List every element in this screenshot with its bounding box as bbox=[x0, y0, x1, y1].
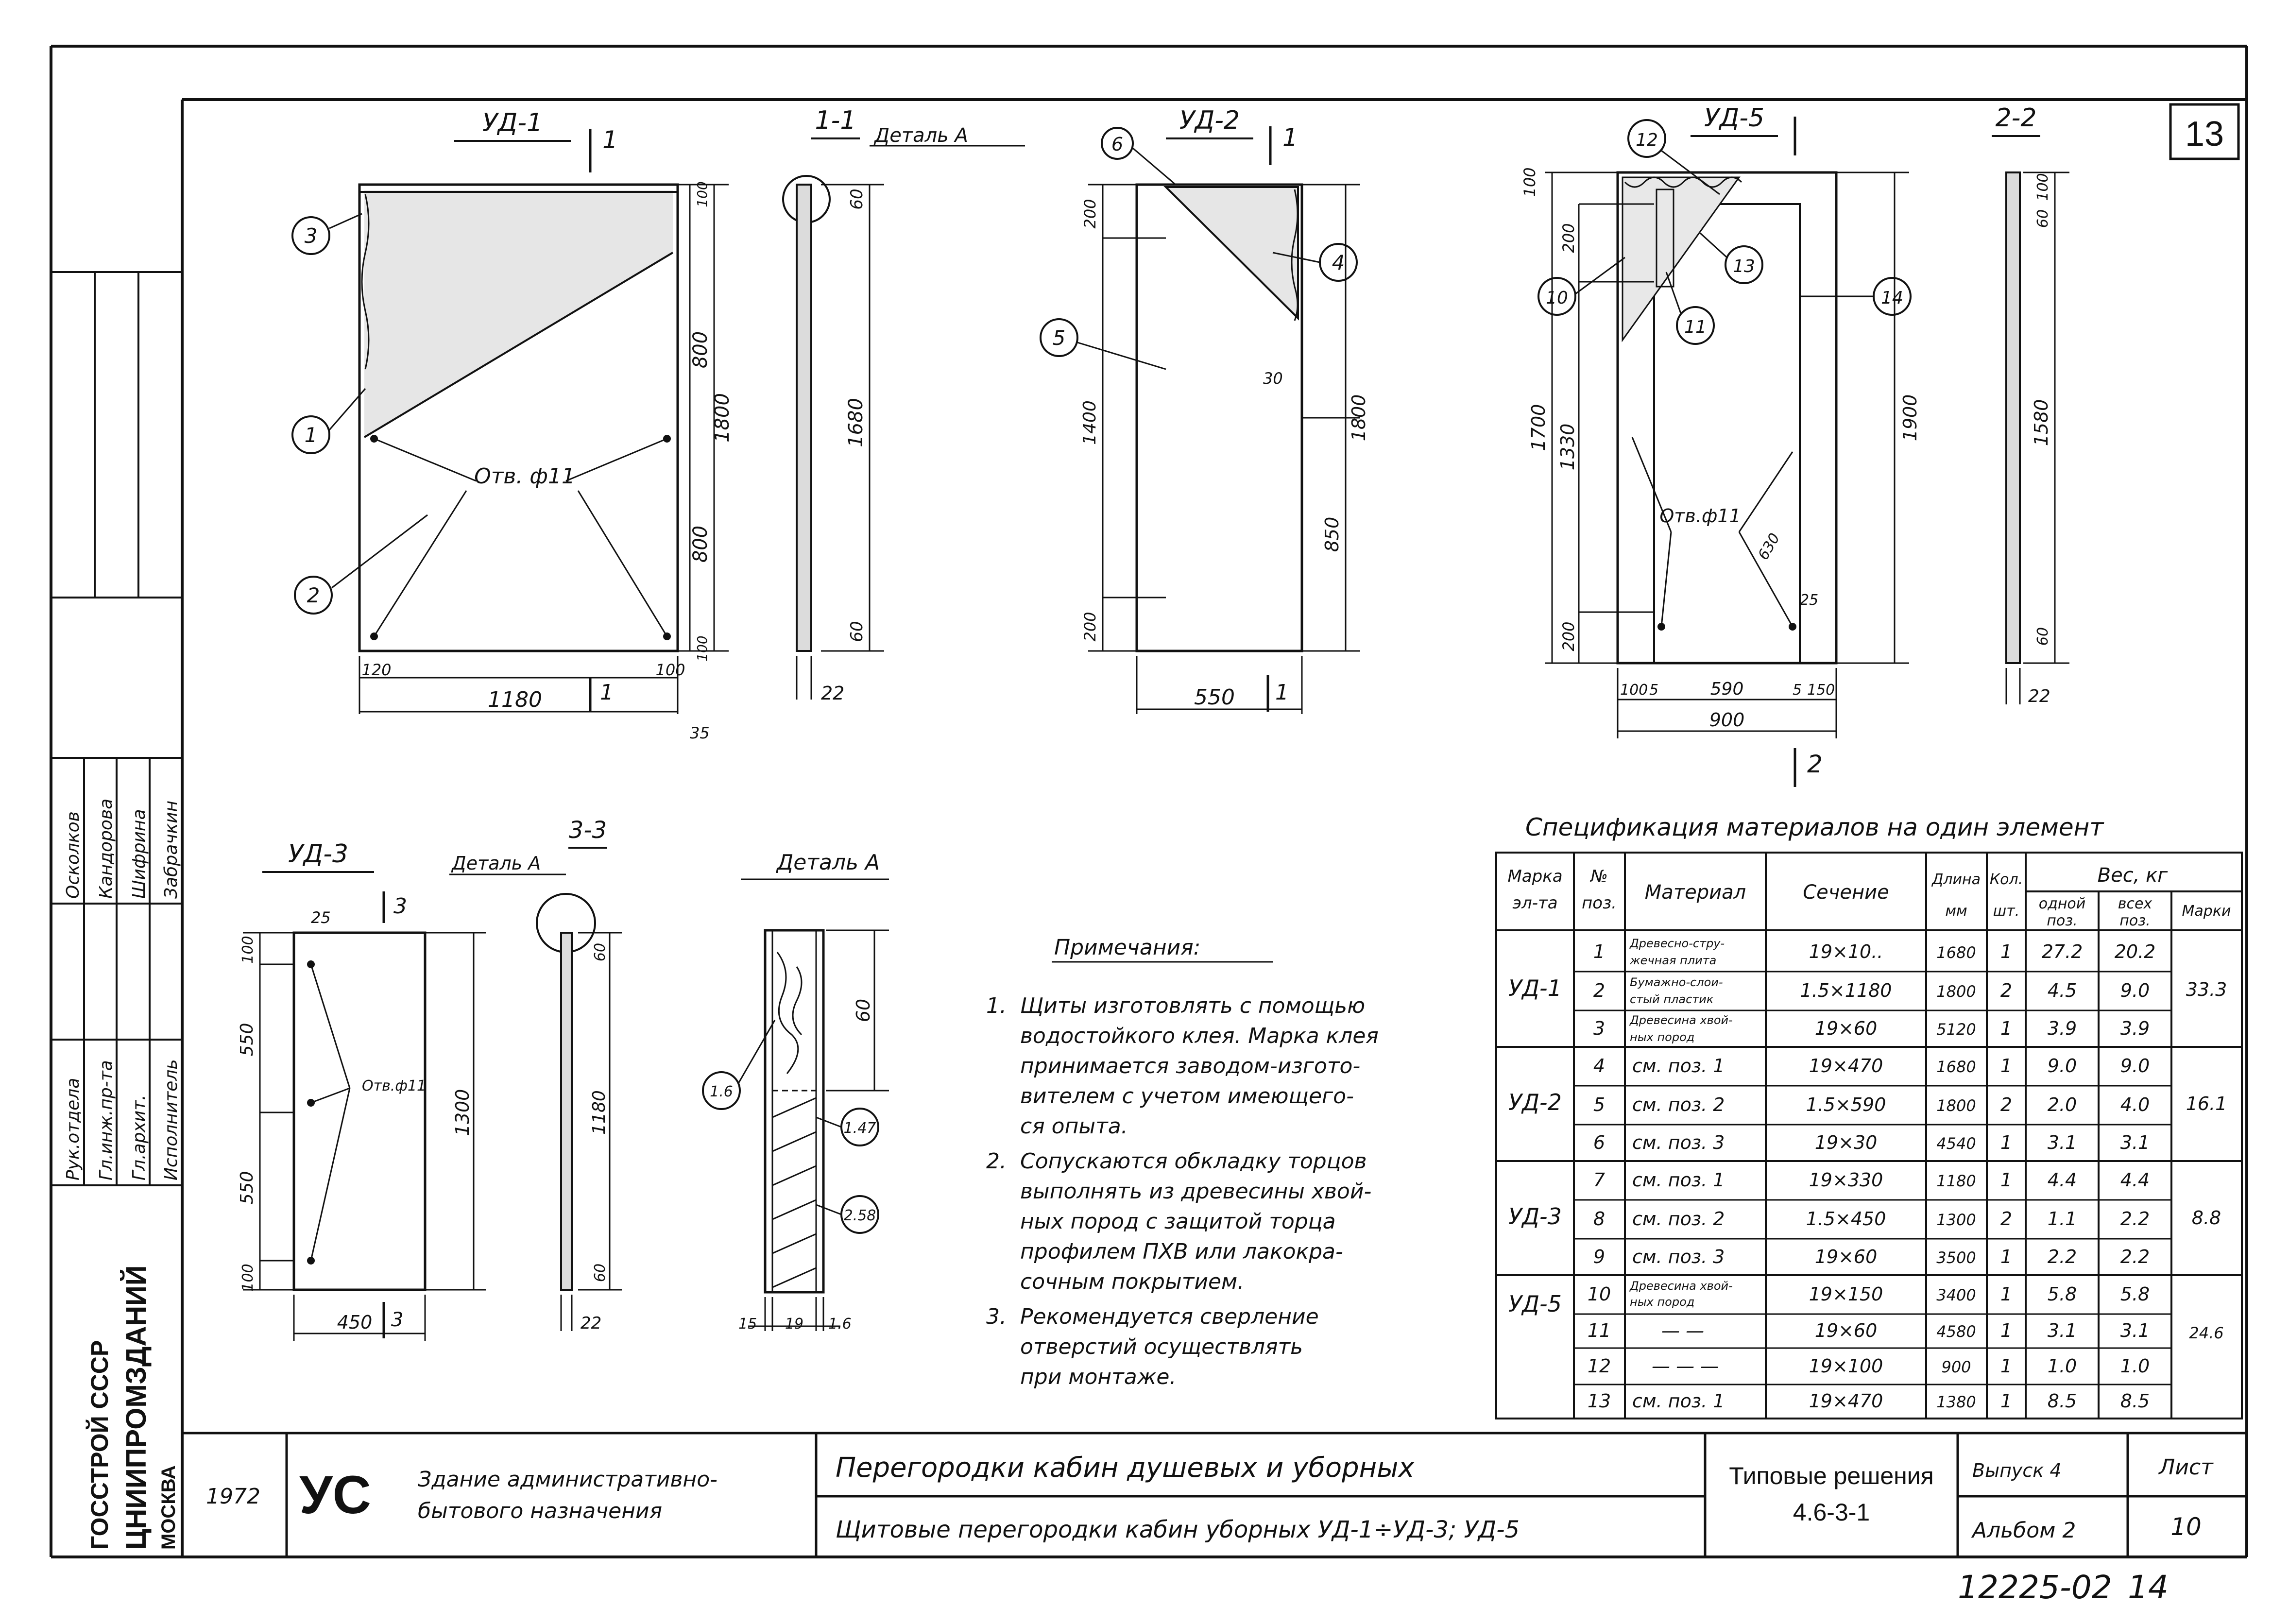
table-cell: 6 bbox=[1593, 1132, 1606, 1153]
table-cell: Древесина хвой- bbox=[1630, 1013, 1733, 1027]
tb-series-label: Типовые решения bbox=[1729, 1462, 1934, 1489]
table-row bbox=[1588, 1279, 2150, 1309]
table-cell: 1300 bbox=[1936, 1211, 1976, 1229]
table-cell: 4.4 bbox=[2120, 1169, 2150, 1191]
table-cell: 2 bbox=[1593, 980, 1606, 1001]
table-row bbox=[1593, 975, 2150, 1006]
table-cell: 3.1 bbox=[2047, 1132, 2077, 1153]
s11-dim-mid: 1680 bbox=[845, 398, 867, 447]
spec-hdr-qty-1: Кол. bbox=[1989, 871, 2023, 888]
spec-group-weight: 33.3 bbox=[2186, 979, 2227, 1000]
table-cell: 5 bbox=[1593, 1094, 1606, 1115]
note-1-line-2: водостойкого клея. Марка клея bbox=[1020, 1024, 1379, 1048]
ud1-pos-3: 3 bbox=[304, 224, 318, 248]
table-cell: 3.1 bbox=[2120, 1320, 2150, 1341]
table-cell: 27.2 bbox=[2041, 941, 2083, 962]
table-cell: 1.0 bbox=[2047, 1355, 2077, 1377]
table-cell: см. поз. 3 bbox=[1632, 1246, 1725, 1267]
ud2-pos-4: 4 bbox=[1332, 251, 1345, 274]
spec-group-ud2 bbox=[1508, 1055, 2227, 1153]
ud5-hole-label: Отв.ф11 bbox=[1659, 505, 1741, 527]
table-cell: 3.1 bbox=[2047, 1320, 2077, 1341]
ud5-dim-1700: 1700 bbox=[1528, 404, 1549, 451]
s22-dim-1580: 1580 bbox=[2031, 399, 2052, 446]
s22-dim-60-top: 60 bbox=[2034, 209, 2051, 228]
table-cell: 19×10.. bbox=[1809, 941, 1883, 962]
table-cell: 12 bbox=[1587, 1355, 1611, 1377]
tb-issue: Выпуск 4 bbox=[1972, 1460, 2062, 1481]
note-2-line-4: профилем ПХВ или лакокра- bbox=[1020, 1239, 1343, 1264]
tb-album: Альбом 2 bbox=[1972, 1518, 2076, 1543]
ud5-dim-590: 590 bbox=[1710, 679, 1744, 699]
ud1-dim-edge-l: 120 bbox=[361, 661, 392, 679]
detail-a-callout-3: 2.58 bbox=[843, 1207, 876, 1224]
detail-a-title: Деталь А bbox=[776, 850, 880, 875]
s33-title: 3-3 bbox=[568, 817, 607, 844]
table-cell: 19×470 bbox=[1809, 1055, 1883, 1077]
spec-hdr-weight-all-2: поз. bbox=[2119, 912, 2151, 929]
table-cell: 1.5×590 bbox=[1806, 1094, 1886, 1115]
table-cell: Древесно-стру- bbox=[1630, 937, 1725, 950]
footer-code: 12225-02 bbox=[1958, 1569, 2112, 1606]
table-cell: 9.0 bbox=[2120, 980, 2150, 1001]
spec-hdr-weight: Вес, кг bbox=[2097, 864, 2168, 887]
ud3-dim-100-bottom: 100 bbox=[239, 1264, 256, 1292]
s33-detail-label: Деталь А bbox=[452, 853, 541, 874]
spec-mark: УД-3 bbox=[1508, 1203, 1562, 1230]
table-cell: 10 bbox=[1587, 1283, 1611, 1305]
table-cell: 2 bbox=[2000, 1094, 2013, 1115]
ud5-dim-200: 200 bbox=[1559, 223, 1578, 253]
table-cell: 9.0 bbox=[2047, 1055, 2077, 1077]
ud1-hole-label: Отв. ф11 bbox=[474, 464, 575, 489]
table-cell: см. поз. 3 bbox=[1632, 1132, 1725, 1153]
stamp-name-3: Шифрина bbox=[129, 809, 149, 899]
ud2-title: УД-2 bbox=[1179, 106, 1240, 135]
table-cell: 1.0 bbox=[2120, 1355, 2150, 1377]
table-cell: 4 bbox=[1593, 1055, 1606, 1077]
spec-hdr-weight-all-1: всех bbox=[2118, 895, 2152, 912]
spec-hdr-weight-one-1: одной bbox=[2038, 895, 2086, 912]
table-cell: 1 bbox=[2000, 1018, 2013, 1039]
table-row bbox=[1593, 1094, 2150, 1115]
table-cell: 19×30 bbox=[1814, 1132, 1878, 1153]
spec-group-weight: 24.6 bbox=[2189, 1324, 2224, 1342]
s22-dim-60-bottom: 60 bbox=[2034, 627, 2051, 646]
table-cell: 19×330 bbox=[1809, 1169, 1883, 1191]
table-cell: 3500 bbox=[1936, 1248, 1976, 1267]
view-section-3-3 bbox=[449, 817, 622, 1333]
table-cell: 900 bbox=[1941, 1358, 1971, 1376]
table-cell: 2.0 bbox=[2047, 1094, 2077, 1115]
s11-dim-bottom: 60 bbox=[847, 621, 867, 642]
tb-year: 1972 bbox=[206, 1484, 260, 1509]
table-cell: см. поз. 1 bbox=[1632, 1390, 1725, 1412]
table-cell: 20.2 bbox=[2114, 941, 2156, 962]
stamp-role-3: Гл.архит. bbox=[129, 1094, 149, 1180]
spec-hdr-qty-2: шт. bbox=[1993, 903, 2020, 920]
table-cell: 19×60 bbox=[1814, 1246, 1878, 1267]
table-cell: 1380 bbox=[1936, 1393, 1976, 1411]
ud2-dim-1800: 1800 bbox=[1348, 394, 1369, 442]
ud3-dim-1300: 1300 bbox=[452, 1089, 473, 1136]
detail-a-dim-19: 19 bbox=[785, 1316, 804, 1333]
ud5-pos-10: 10 bbox=[1546, 288, 1568, 308]
spec-hdr-material: Материал bbox=[1644, 881, 1746, 904]
ud5-dim-25: 25 bbox=[1800, 592, 1819, 609]
table-cell: 3.1 bbox=[2120, 1132, 2150, 1153]
ud1-title: УД-1 bbox=[482, 108, 543, 137]
title-block bbox=[182, 1433, 2247, 1557]
ud3-dim-25: 25 bbox=[311, 908, 331, 927]
ud2-dim-width: 550 bbox=[1194, 685, 1235, 710]
table-cell: 1.5×450 bbox=[1806, 1208, 1886, 1230]
ud5-dim-630: 630 bbox=[1755, 530, 1784, 563]
table-cell: 1 bbox=[2000, 1132, 2013, 1153]
table-cell: — — bbox=[1661, 1320, 1705, 1341]
table-cell: 19×150 bbox=[1809, 1283, 1883, 1305]
footer-num: 14 bbox=[2128, 1569, 2169, 1606]
ud2-dim-850: 850 bbox=[1321, 516, 1343, 552]
s11-dim-thick: 22 bbox=[821, 683, 845, 704]
spec-hdr-length-2: мм bbox=[1945, 903, 1967, 920]
notes bbox=[986, 935, 1379, 1389]
ud1-dim-100-bottom: 100 bbox=[694, 635, 710, 662]
tb-sheet-label: Лист bbox=[2159, 1455, 2213, 1480]
table-row bbox=[1593, 1208, 2150, 1230]
stamp-role-2: Гл.инж.пр-та bbox=[96, 1060, 116, 1180]
table-cell: стый пластик bbox=[1630, 992, 1714, 1006]
note-1-line-1: Щиты изготовлять с помощью bbox=[1020, 993, 1366, 1018]
ud3-section-mark-b: 3 bbox=[391, 1309, 404, 1331]
spec-group-ud3 bbox=[1508, 1169, 2221, 1267]
table-cell: 1 bbox=[1593, 941, 1606, 962]
tb-building-2: бытового назначения bbox=[418, 1499, 663, 1523]
org-line-2: ЦНИИПРОМЗДАНИЙ bbox=[120, 1265, 152, 1550]
ud1-dim-width: 1180 bbox=[488, 687, 542, 712]
view-detail-a bbox=[703, 850, 889, 1333]
spec-group-weight: 8.8 bbox=[2191, 1207, 2221, 1229]
ud3-dim-100-top: 100 bbox=[239, 936, 256, 964]
table-cell: 1 bbox=[2000, 1283, 2013, 1305]
table-row bbox=[1593, 1013, 2150, 1044]
ud5-dim-5-l: 5 bbox=[1649, 682, 1659, 699]
ud1-dim-top: 800 bbox=[689, 331, 712, 369]
table-cell: 2.2 bbox=[2120, 1246, 2150, 1267]
ud5-dim-100-b: 100 bbox=[1620, 682, 1648, 699]
table-cell: 7 bbox=[1593, 1169, 1606, 1191]
spec-hdr-pos-1: № bbox=[1590, 867, 1608, 886]
table-cell: 19×60 bbox=[1814, 1018, 1878, 1039]
ud1-pos-2: 2 bbox=[307, 583, 320, 607]
ud1-dim-bottom: 800 bbox=[689, 525, 712, 563]
ud2-dim-30: 30 bbox=[1263, 369, 1283, 388]
ud2-dim-1400: 1400 bbox=[1080, 400, 1100, 445]
table-row bbox=[1588, 1355, 2150, 1377]
note-1-line-4: вителем с учетом имеющего- bbox=[1020, 1084, 1354, 1109]
s22-dim-thick: 22 bbox=[2028, 686, 2050, 706]
detail-a-dim-16: 1.6 bbox=[828, 1316, 852, 1333]
table-cell: 5.8 bbox=[2047, 1283, 2077, 1305]
spec-group-ud5 bbox=[1508, 1279, 2224, 1412]
ud3-dim-550-a: 550 bbox=[237, 1023, 257, 1057]
table-cell: 3.9 bbox=[2120, 1018, 2150, 1039]
table-cell: 2.2 bbox=[2120, 1208, 2150, 1230]
spec-group-weight: 16.1 bbox=[2186, 1093, 2227, 1114]
table-cell: Древесина хвой- bbox=[1630, 1279, 1733, 1293]
table-cell: 5120 bbox=[1936, 1020, 1976, 1039]
table-row bbox=[1593, 1246, 2150, 1267]
ud3-dim-550-b: 550 bbox=[237, 1171, 257, 1205]
ud2-dim-200-top: 200 bbox=[1081, 199, 1099, 229]
spec-mark: УД-1 bbox=[1508, 975, 1562, 1001]
table-cell: 4.4 bbox=[2047, 1169, 2077, 1191]
ud1-dim-total: 1800 bbox=[711, 393, 734, 443]
spec-mark: УД-5 bbox=[1508, 1291, 1562, 1317]
spec-hdr-pos-2: поз. bbox=[1582, 893, 1617, 913]
ud2-pos-6: 6 bbox=[1111, 134, 1124, 155]
table-cell: 1680 bbox=[1936, 943, 1976, 962]
tb-series-code: 4.6-3-1 bbox=[1793, 1499, 1870, 1526]
table-cell: см. поз. 1 bbox=[1632, 1055, 1725, 1077]
table-cell: 4540 bbox=[1936, 1134, 1976, 1153]
tb-logo: УС bbox=[299, 1465, 371, 1525]
table-cell: Бумажно-слои- bbox=[1630, 975, 1723, 989]
detail-a-dim-60: 60 bbox=[853, 998, 874, 1023]
table-cell: 1 bbox=[2000, 1355, 2013, 1377]
table-cell: 5.8 bbox=[2120, 1283, 2150, 1305]
ud5-dim-200-bottom: 200 bbox=[1559, 621, 1578, 651]
spec-group-ud1 bbox=[1508, 937, 2227, 1044]
table-row bbox=[1593, 937, 2155, 967]
s33-dim-top: 60 bbox=[592, 942, 609, 962]
spec-hdr-weight-mark: Марки bbox=[2182, 903, 2231, 920]
table-cell: 1800 bbox=[1936, 982, 1976, 1001]
tb-building-1: Здание административно- bbox=[418, 1467, 717, 1492]
table-cell: см. поз. 1 bbox=[1632, 1169, 1725, 1191]
ud5-dim-1900: 1900 bbox=[1899, 394, 1921, 442]
table-cell: ных пород bbox=[1630, 1030, 1695, 1044]
spec-hdr-length-1: Длина bbox=[1931, 871, 1981, 888]
table-cell: — — — bbox=[1652, 1355, 1719, 1377]
ud5-dim-1330: 1330 bbox=[1557, 423, 1578, 471]
view-ud1 bbox=[292, 108, 734, 742]
note-2-num: 2. bbox=[986, 1149, 1007, 1174]
ud1-section-mark-b: 1 bbox=[600, 680, 614, 705]
table-cell: 9 bbox=[1593, 1246, 1606, 1267]
table-cell: 1 bbox=[2000, 1246, 2013, 1267]
spec-hdr-mark-1: Марка bbox=[1507, 867, 1563, 886]
table-row bbox=[1593, 1132, 2150, 1153]
ud2-section-mark: 1 bbox=[1282, 123, 1298, 152]
ud2-section-mark-b: 1 bbox=[1275, 680, 1289, 705]
table-row bbox=[1593, 1169, 2150, 1191]
ud1-dim-35: 35 bbox=[690, 724, 710, 742]
table-cell: 19×470 bbox=[1809, 1390, 1883, 1412]
table-cell: 19×60 bbox=[1814, 1320, 1878, 1341]
table-cell: 1680 bbox=[1936, 1058, 1976, 1076]
note-2-line-3: ных пород с защитой торца bbox=[1020, 1209, 1336, 1234]
spec-mark: УД-2 bbox=[1508, 1089, 1562, 1115]
table-cell: 2.2 bbox=[2047, 1246, 2077, 1267]
note-3-num: 3. bbox=[986, 1304, 1007, 1329]
sheet-number: 13 bbox=[2185, 115, 2224, 154]
tb-sheet-num: 10 bbox=[2170, 1513, 2202, 1541]
s33-dim-bottom: 60 bbox=[592, 1263, 609, 1282]
ud5-pos-13: 13 bbox=[1733, 256, 1755, 276]
view-section-2-2 bbox=[1992, 103, 2069, 706]
ud3-title: УД-3 bbox=[288, 839, 349, 869]
spec-hdr-weight-one-2: поз. bbox=[2047, 912, 2078, 929]
table-cell: 3.9 bbox=[2047, 1018, 2077, 1039]
ud5-dim-100: 100 bbox=[1520, 167, 1539, 197]
ud1-pos-1: 1 bbox=[304, 423, 318, 447]
ud3-dim-width: 450 bbox=[337, 1312, 373, 1333]
ud5-dim-150: 150 bbox=[1807, 682, 1835, 699]
note-1-line-5: ся опыта. bbox=[1020, 1114, 1128, 1139]
spec-hdr-section: Сечение bbox=[1803, 881, 1889, 904]
table-cell: 4.0 bbox=[2120, 1094, 2150, 1115]
table-cell: 1 bbox=[2000, 1320, 2013, 1341]
table-cell: 8.5 bbox=[2120, 1390, 2150, 1412]
stamp-role-1: Рук.отдела bbox=[63, 1077, 83, 1180]
table-cell: 1.5×1180 bbox=[1800, 980, 1892, 1001]
org-stamp bbox=[85, 1265, 179, 1550]
table-cell: 1 bbox=[2000, 941, 2013, 962]
table-cell: 8 bbox=[1593, 1208, 1606, 1230]
ud5-pos-11: 11 bbox=[1684, 317, 1707, 337]
ud5-pos-14: 14 bbox=[1881, 288, 1903, 308]
table-cell: 3400 bbox=[1936, 1286, 1976, 1304]
table-cell: 19×100 bbox=[1809, 1355, 1883, 1377]
table-cell: 13 bbox=[1587, 1390, 1611, 1412]
spec-table bbox=[1496, 813, 2242, 1419]
ud1-dim-100-top: 100 bbox=[694, 181, 710, 207]
org-line-3: МОСКВА bbox=[158, 1465, 179, 1550]
note-2-line-1: Сопускаются обкладку торцов bbox=[1020, 1149, 1367, 1174]
stamp-role-4: Исполнитель bbox=[161, 1059, 181, 1180]
table-cell: 2 bbox=[2000, 980, 2013, 1001]
stamp-signatures bbox=[63, 799, 181, 1180]
table-cell: 8.5 bbox=[2047, 1390, 2077, 1412]
table-cell: ных пород bbox=[1630, 1295, 1695, 1309]
s22-title: 2-2 bbox=[1995, 103, 2037, 133]
ud2-dim-200-bottom: 200 bbox=[1081, 612, 1099, 642]
ud5-title: УД-5 bbox=[1704, 103, 1765, 133]
sheet-number-box bbox=[2170, 104, 2238, 159]
note-3-line-2: отверстий осуществлять bbox=[1020, 1334, 1303, 1359]
s11-dim-top: 60 bbox=[847, 188, 867, 210]
table-cell: 4580 bbox=[1936, 1322, 1976, 1341]
table-cell: жечная плита bbox=[1630, 954, 1717, 967]
ud3-hole-label: Отв.ф11 bbox=[362, 1077, 427, 1094]
table-cell: 1.1 bbox=[2047, 1208, 2077, 1230]
ud1-dim-edge-r: 100 bbox=[655, 661, 685, 679]
notes-heading: Примечания: bbox=[1054, 935, 1201, 960]
tb-subtitle: Щитовые перегородки кабин уборных УД-1÷УД-3; УД-5 bbox=[836, 1516, 1520, 1543]
ud2-pos-5: 5 bbox=[1052, 326, 1066, 350]
table-row bbox=[1588, 1320, 2150, 1341]
table-cell: 1 bbox=[2000, 1390, 2013, 1412]
org-line-1: ГОССТРОЙ СССР bbox=[86, 1340, 113, 1550]
table-cell: см. поз. 2 bbox=[1632, 1208, 1725, 1230]
table-cell: 4.5 bbox=[2047, 980, 2077, 1001]
table-cell: см. поз. 2 bbox=[1632, 1094, 1725, 1115]
s33-dim-mid: 1180 bbox=[589, 1090, 609, 1135]
note-2-line-2: выполнять из древесины хвой- bbox=[1020, 1179, 1372, 1204]
note-1-line-3: принимается заводом-изгото- bbox=[1020, 1054, 1361, 1078]
table-cell: 9.0 bbox=[2120, 1055, 2150, 1077]
stamp-name-2: Кандорова bbox=[96, 798, 116, 899]
detail-a-dim-15: 15 bbox=[738, 1316, 757, 1333]
ud5-dim-900: 900 bbox=[1709, 709, 1745, 731]
note-1-num: 1. bbox=[986, 993, 1007, 1018]
view-ud5 bbox=[1520, 103, 1921, 787]
margin-stamp bbox=[51, 272, 182, 1185]
stamp-name-4: Забрачкин bbox=[161, 800, 181, 899]
ud3-section-mark: 3 bbox=[393, 894, 407, 919]
s33-dim-thick: 22 bbox=[581, 1314, 602, 1333]
tb-main-title: Перегородки кабин душевых и уборных bbox=[836, 1452, 1415, 1484]
stamp-name-1: Осколков bbox=[63, 811, 83, 899]
spec-title: Спецификация материалов на один элемент bbox=[1525, 813, 2104, 841]
detail-a-callout-1: 1.6 bbox=[710, 1083, 733, 1100]
table-cell: 1 bbox=[2000, 1169, 2013, 1191]
table-row bbox=[1593, 1055, 2150, 1077]
table-cell: 1800 bbox=[1936, 1096, 1976, 1115]
table-cell: 3 bbox=[1593, 1018, 1606, 1039]
table-row bbox=[1588, 1390, 2150, 1412]
table-cell: 1180 bbox=[1936, 1172, 1976, 1190]
s11-title: 1-1 bbox=[815, 106, 856, 135]
view-ud2 bbox=[1041, 106, 1369, 714]
note-3-line-1: Рекомендуется сверление bbox=[1020, 1304, 1319, 1329]
ud5-section-mark-b: 2 bbox=[1807, 750, 1823, 778]
table-cell: 2 bbox=[2000, 1208, 2013, 1230]
table-cell: 1 bbox=[2000, 1055, 2013, 1077]
note-3-line-3: при монтаже. bbox=[1020, 1365, 1177, 1389]
detail-a-callout-2: 1.47 bbox=[843, 1120, 876, 1137]
view-section-1-1 bbox=[783, 106, 1025, 704]
ud5-dim-5-r: 5 bbox=[1793, 682, 1802, 699]
table-cell: 11 bbox=[1587, 1320, 1611, 1341]
s11-detail-label: Деталь А bbox=[874, 124, 968, 147]
ud5-pos-12: 12 bbox=[1636, 130, 1658, 150]
spec-hdr-mark-2: эл-та bbox=[1512, 893, 1558, 913]
view-ud3 bbox=[237, 839, 486, 1341]
ud1-section-mark: 1 bbox=[602, 126, 618, 154]
note-2-line-5: сочным покрытием. bbox=[1020, 1269, 1245, 1294]
s22-dim-100: 100 bbox=[2034, 173, 2051, 201]
